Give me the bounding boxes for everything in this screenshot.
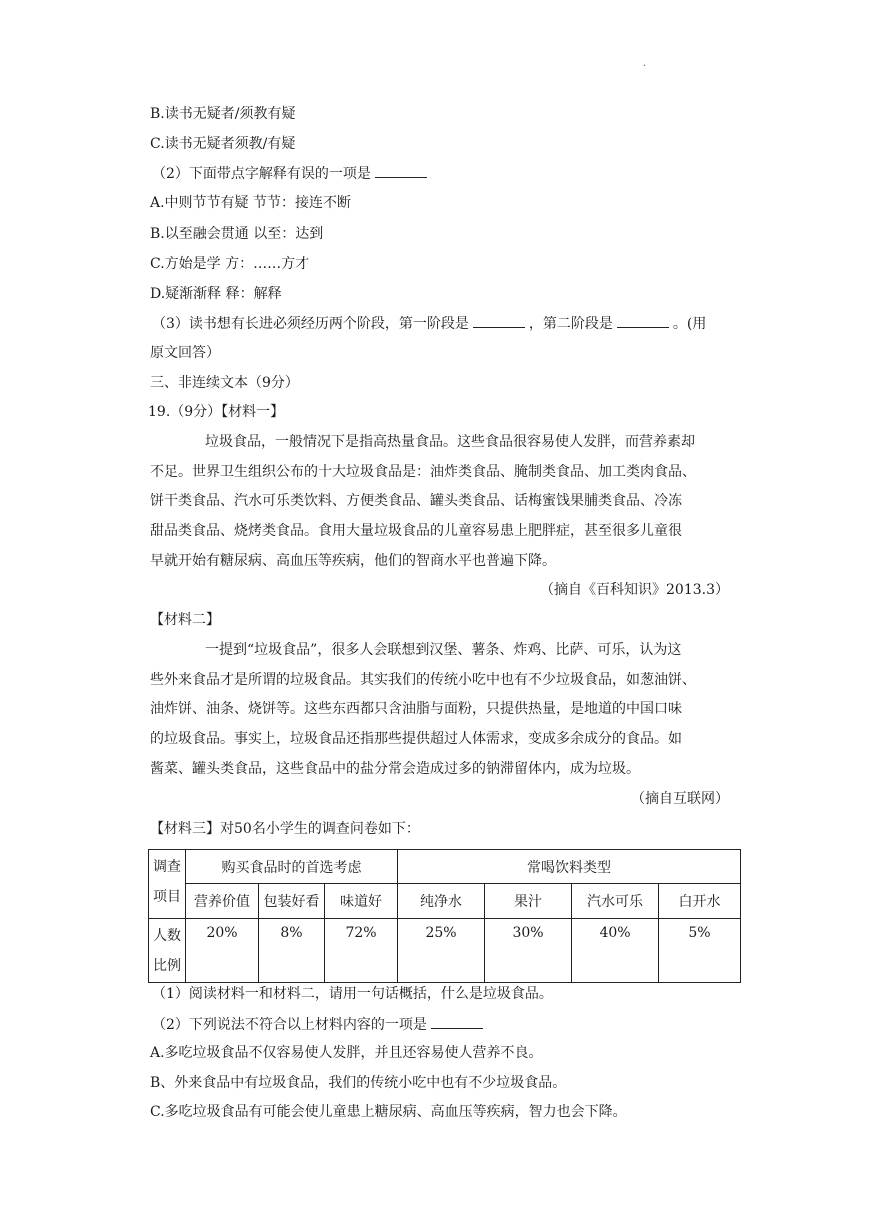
column-header: 白开水 [659,884,741,919]
question-3-text-3: 。(用 [672,316,707,332]
value-cell: 40% [572,919,659,983]
row-label-line: 调查 [153,859,181,875]
value-cell: 30% [485,919,572,983]
material-1-line: 饼干类食品、汽水可乐类饮料、方便类食品、罐头类食品、话梅蜜饯果脯类食品、冷冻 [150,493,682,509]
question-19-heading: 19.（9分）【材料一】 [148,404,285,420]
choice-a: A.多吃垃圾食品不仅容易使人发胖，并且还容易使人营养不良。 [150,1045,543,1061]
section-heading: 三、非连续文本（9分） [150,375,299,391]
material-1-source: （摘自《百科知识》2013.3） [540,582,729,598]
question-3-text-2: ，第二阶段是 [528,316,613,332]
row-label-line: 比例 [153,958,181,974]
column-header: 汽水可乐 [572,884,659,919]
question-3-continued: 原文回答） [150,345,220,361]
page-marker: . [643,58,647,69]
sub-question-2 [152,1014,487,1035]
option-b-q2: B.以至融会贯通 以至：达到 [150,226,324,242]
answer-blank[interactable] [431,1014,483,1029]
choice-b: B、外来食品中有垃圾食品，我们的传统小吃中也有不少垃圾食品。 [150,1075,567,1091]
material-2-line: 的垃圾食品。事实上，垃圾食品还指那些提供超过人体需求，变成多余成分的食品。如 [150,731,682,747]
material-2-line: 一提到“垃圾食品”，很多人会联想到汉堡、薯条、炸鸡、比萨、可乐，认为这 [205,642,682,658]
row-label-survey-item [149,850,186,919]
material-3-heading: 【材料三】对50名小学生的调查问卷如下： [150,821,420,837]
material-2-line: 酱菜、罐头类食品，这些食品中的盐分常会造成过多的钠滞留体内，成为垃圾。 [150,761,640,777]
option-b-q1: B.读书无疑者/须教有疑 [150,106,296,122]
column-header: 营养价值 [186,884,259,919]
option-a-q2: A.中则节节有疑 节节：接连不断 [150,195,352,211]
value-cell: 25% [398,919,485,983]
option-c-q2: C.方始是学 方：……方才 [150,256,310,272]
group-header-drinks: 常喝饮料类型 [398,850,741,884]
sub-question-2-text: （2）下列说法不符合以上材料内容的一项是 [152,1017,427,1033]
value-cell: 20% [186,919,259,983]
question-2 [152,163,431,184]
option-d-q2: D.疑渐渐释 释：解释 [150,286,282,302]
column-header: 果汁 [485,884,572,919]
value-cell: 72% [325,919,398,983]
material-1-line: 不足。世界卫生组织公布的十大垃圾食品是：油炸类食品、腌制类食品、加工类肉食品、 [150,464,696,480]
row-label-ratio [149,919,186,983]
answer-blank[interactable] [375,163,427,178]
material-2-line: 些外来食品才是所谓的垃圾食品。其实我们的传统小吃中也有不少垃圾食品，如葱油饼、 [150,672,696,688]
answer-blank-2[interactable] [617,313,669,328]
sub-question-1: （1）阅读材料一和材料二，请用一句话概括，什么是垃圾食品。 [152,986,553,1002]
material-1-line: 垃圾食品，一般情况下是指高热量食品。这些食品很容易使人发胖，而营养素却 [205,434,695,450]
choice-c: C.多吃垃圾食品有可能会使儿童患上糖尿病、高血压等疾病，智力也会下降。 [150,1104,627,1120]
row-label-line: 人数 [153,928,181,944]
question-2-text: （2）下面带点字解释有误的一项是 [152,166,371,182]
material-2-heading: 【材料二】 [150,612,220,628]
material-1-line: 甜品类食品、烧烤类食品。食用大量垃圾食品的儿童容易患上肥胖症，甚至很多儿童很 [150,523,682,539]
column-header: 味道好 [325,884,398,919]
question-3 [152,313,706,334]
group-header-purchase: 购买食品时的首选考虑 [186,850,398,884]
option-c-q1: C.读书无疑者须教/有疑 [150,136,296,152]
material-2-source: （摘自互联网） [631,791,729,807]
value-cell: 5% [659,919,741,983]
column-header: 包装好看 [259,884,325,919]
value-cell: 8% [259,919,325,983]
row-label-line: 项目 [153,889,181,905]
material-1-line: 早就开始有糖尿病、高血压等疾病，他们的智商水平也普遍下降。 [150,553,556,569]
material-2-line: 油炸饼、油条、烧饼等。这些东西都只含油脂与面粉，只提供热量，是地道的中国口味 [150,701,682,717]
survey-table [148,849,741,983]
answer-blank-1[interactable] [473,313,525,328]
column-header: 纯净水 [398,884,485,919]
question-3-text-1: （3）读书想有长进必须经历两个阶段，第一阶段是 [152,316,469,332]
